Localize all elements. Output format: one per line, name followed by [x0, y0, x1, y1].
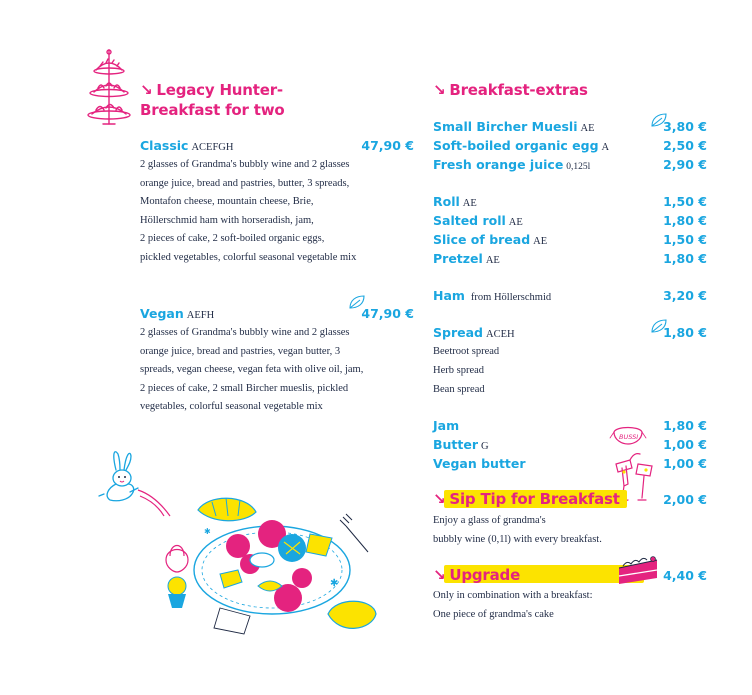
- extra-price-butter: 1,00 €: [663, 437, 707, 452]
- extra-item-orange-juice: Fresh orange juice 0,125l: [433, 157, 591, 172]
- extra-price-vegan-butter: 1,00 €: [663, 456, 707, 471]
- classic-title: Classic ACEFGH: [140, 138, 234, 153]
- extra-item-butter: Butter G: [433, 437, 489, 452]
- extra-item-salted-roll: Salted roll AE: [433, 213, 523, 228]
- extra-price-bircher: 3,80 €: [663, 119, 707, 134]
- extra-price-slice-of-bread: 1,50 €: [663, 232, 707, 247]
- arrow-icon: ↘: [433, 81, 446, 99]
- extra-item-pretzel: Pretzel AE: [433, 251, 500, 266]
- svg-text:✱: ✱: [330, 578, 339, 589]
- extra-item-ham: Ham from Höllerschmid: [433, 288, 552, 303]
- sip-tip-title: ↘ Sip Tip for Breakfast: [433, 490, 620, 508]
- classic-description: 2 glasses of Grandma's bubbly wine and 2 glasses orange juice, bread and pastries, butter, 3 spreads, Montafon cheese, mountain cheese, Brie, Höllerschmid ham with horseradish, jam, 2 pieces of cake, 2 soft-boiled organic eggs, pickled vegetables, colorful seasonal vegetable mix: [140, 159, 357, 263]
- upgrade-price: 4,40 €: [663, 568, 707, 583]
- breakfast-extras-title: ↘ Breakfast-extras: [433, 81, 588, 99]
- upgrade-line: One piece of grandma's cake: [433, 609, 554, 620]
- extra-price-spread: 1,80 €: [663, 325, 707, 340]
- breakfast-plate-illustration: [160, 490, 385, 642]
- sip-tip-price: 2,00 €: [663, 492, 707, 507]
- classic-allergens: ACEFGH: [191, 142, 234, 153]
- svg-text:✱: ✱: [204, 527, 211, 536]
- spread-option: Bean spread: [433, 384, 485, 395]
- arrow-icon: ↘: [433, 566, 446, 584]
- upgrade-title: ↘ Upgrade: [433, 566, 521, 584]
- vegan-allergens: AEFH: [186, 310, 215, 321]
- spread-option: Beetroot spread: [433, 346, 500, 357]
- extra-item-spread: Spread ACEH: [433, 325, 515, 340]
- extra-price-roll: 1,50 €: [663, 194, 707, 209]
- sip-tip-line: bubbly wine (0,1l) with every breakfast.: [433, 534, 602, 545]
- extra-item-bircher: Small Bircher Muesli AE: [433, 119, 595, 134]
- breakfast-for-two-title: ↘ Legacy Hunter- Breakfast for two: [140, 81, 285, 119]
- extra-price-salted-roll: 1,80 €: [663, 213, 707, 228]
- extra-price-ham: 3,20 €: [663, 288, 707, 303]
- extra-price-pretzel: 1,80 €: [663, 251, 707, 266]
- bussi-label: BUSSI: [619, 433, 639, 441]
- vegan-title: Vegan AEFH: [140, 306, 215, 321]
- extra-price-jam: 1,80 €: [663, 418, 707, 433]
- classic-price: 47,90 €: [361, 138, 414, 153]
- upgrade-line: Only in combination with a breakfast:: [433, 590, 593, 601]
- arrow-icon: ↘: [140, 81, 153, 99]
- arrow-icon: ↘: [433, 490, 446, 508]
- extra-item-vegan-butter: Vegan butter: [433, 456, 526, 471]
- extra-price-egg: 2,50 €: [663, 138, 707, 153]
- extra-item-slice-of-bread: Slice of bread AE: [433, 232, 548, 247]
- vegan-description: 2 glasses of Grandma's bubbly wine and 2 glasses orange juice, bread and pastries, vegan butter, 3 spreads, vegan cheese, vegan feta with olive oil, jam, 2 pieces of cake, 2 small Bircher mueslis, pickled vegetables, colorful seasonal vegetable mix: [140, 327, 364, 413]
- vegan-price: 47,90 €: [361, 306, 414, 321]
- sip-tip-line: Enjoy a glass of grandma's: [433, 515, 546, 526]
- extra-item-roll: Roll AE: [433, 194, 477, 209]
- cake-stand-icon: [86, 48, 132, 126]
- extra-item-jam: Jam: [433, 418, 460, 433]
- extra-price-orange-juice: 2,90 €: [663, 157, 707, 172]
- cake-slice-icon: [617, 556, 663, 588]
- spread-option: Herb spread: [433, 365, 485, 376]
- extra-item-egg: Soft-boiled organic egg A: [433, 138, 610, 153]
